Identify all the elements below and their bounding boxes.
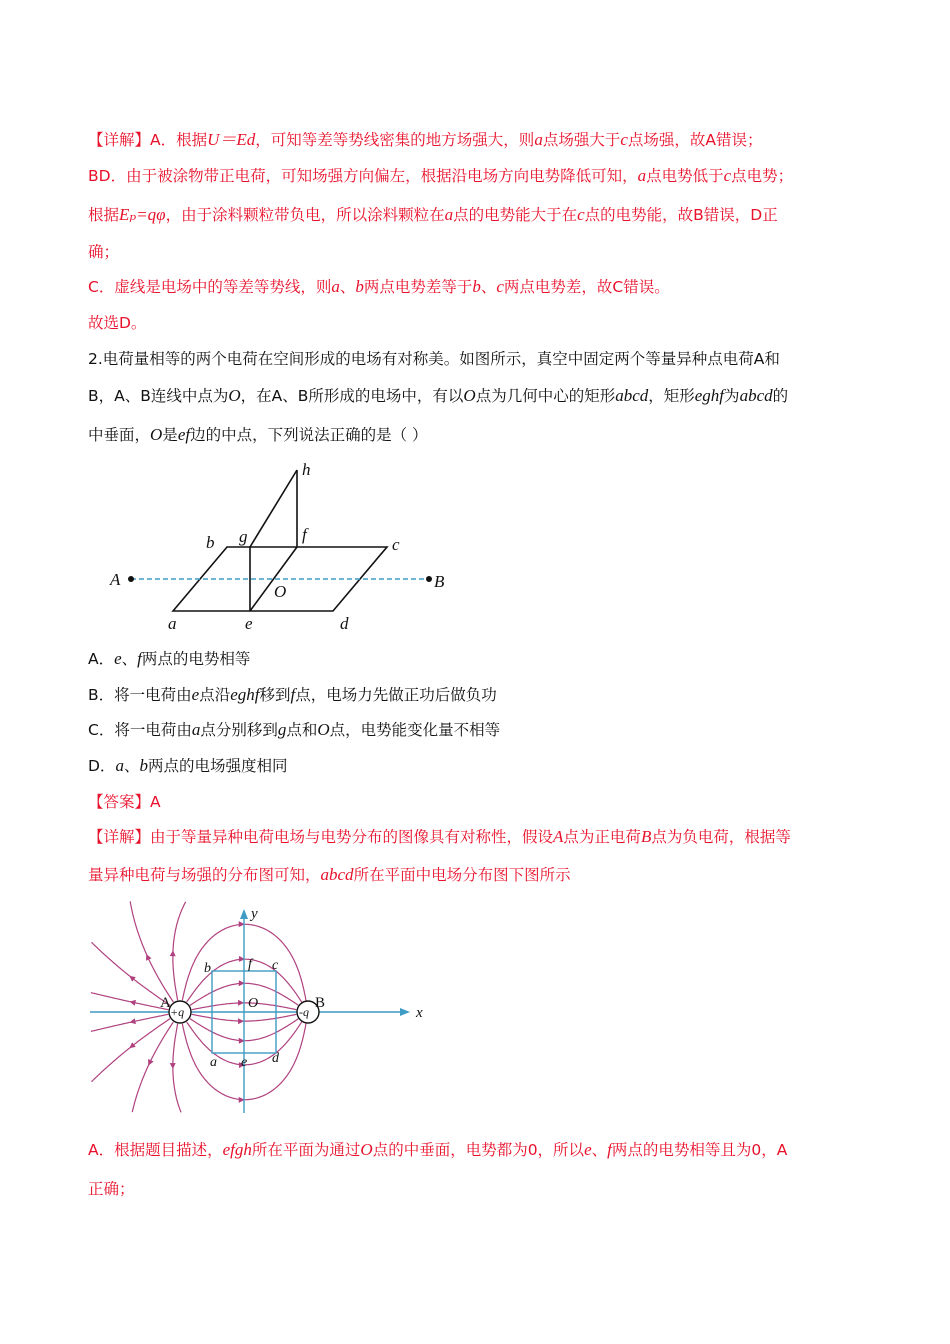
var: eghf — [230, 685, 260, 704]
var: e — [584, 1140, 592, 1159]
var: a — [637, 166, 647, 185]
var: c — [620, 130, 628, 149]
conclusion-line-1 — [88, 1139, 787, 1161]
charge-B-dot — [426, 576, 432, 582]
detail-tag: 【详解】 — [88, 131, 151, 149]
text: 所在平面为通过 — [251, 1141, 361, 1159]
var: O — [463, 386, 476, 405]
var: f — [290, 685, 296, 704]
var: b — [355, 277, 364, 296]
var: a — [191, 720, 201, 739]
text: 、 — [123, 757, 140, 775]
label-f: f — [302, 525, 307, 544]
text: 点分别移到 — [200, 721, 278, 739]
text: 中垂面， — [88, 426, 151, 444]
label-x: x — [416, 1005, 423, 1021]
text: 两点的电场强度相同 — [147, 757, 288, 775]
label-h: h — [302, 460, 311, 479]
var: b — [139, 756, 148, 775]
label-minus-q: -q — [299, 1005, 309, 1019]
label-B: B — [315, 995, 326, 1011]
var: e — [114, 649, 122, 668]
text: A．根据题目描述， — [88, 1141, 223, 1159]
label-a: a — [168, 614, 177, 633]
prev-solution-line-4: 确； — [88, 243, 120, 261]
var: a — [444, 205, 454, 224]
text: 、 — [591, 1141, 608, 1159]
var: abcd — [320, 865, 354, 884]
field-line — [173, 1024, 181, 1113]
detail-tag: 【详解】 — [88, 828, 151, 846]
label-a: a — [210, 1055, 217, 1070]
formula: U＝Ed — [207, 130, 256, 149]
var: abcd — [615, 386, 649, 405]
text: 边的中点，下列说法正确的是（ ） — [190, 426, 428, 444]
text: 量异种电荷与场强的分布图可知， — [88, 866, 321, 884]
option-A — [88, 648, 250, 670]
field-line-arrow — [238, 1000, 244, 1006]
label-A: A — [110, 570, 121, 589]
var: a — [534, 130, 543, 149]
charge-A-dot — [128, 576, 134, 582]
text: 是 — [162, 426, 178, 444]
field-line — [91, 993, 168, 1010]
label-y: y — [251, 906, 258, 922]
var: eghf — [694, 386, 725, 405]
label-c: c — [392, 535, 400, 554]
text: 点沿 — [199, 686, 231, 704]
field-line — [130, 901, 173, 1002]
var: f — [137, 649, 142, 668]
field-line-arrow — [130, 1000, 137, 1006]
text: ，在A、B所形成的电场中，有以 — [240, 387, 464, 405]
text: D． — [88, 757, 116, 775]
prev-solution-line-1 — [88, 129, 762, 151]
var: O — [317, 720, 330, 739]
text: ，矩形 — [648, 387, 695, 405]
question-line-3 — [88, 424, 428, 446]
field-line-arrow — [170, 950, 176, 956]
text: 点为负电荷，根据等 — [651, 828, 791, 846]
text: C．将一电荷由 — [88, 721, 192, 739]
text: B．将一电荷由 — [88, 686, 192, 704]
text: C．虚线是电场中的等差等势线，则 — [88, 278, 332, 296]
text: 两点电势差等于 — [363, 278, 473, 296]
formula: Eₚ=qφ — [119, 205, 166, 224]
x-axis-arrow — [400, 1008, 410, 1016]
text: 点，电势能变化量不相等 — [329, 721, 501, 739]
y-axis-arrow — [240, 909, 248, 919]
var: B — [640, 827, 652, 846]
text: 点场强大于 — [542, 131, 621, 149]
detail-line-1 — [88, 826, 791, 848]
var: g — [277, 720, 287, 739]
text: 的 — [772, 387, 789, 405]
text: 移到 — [259, 686, 291, 704]
text: 两点的电势相等 — [141, 650, 251, 668]
text: 点的电势能大于在 — [453, 206, 578, 224]
text: 点为正电荷 — [563, 828, 641, 846]
var: a — [331, 277, 340, 296]
var: abcd — [739, 386, 773, 405]
question-line-1: 2.电荷量相等的两个电荷在空间形成的电场有对称美。如图所示，真空中固定两个等量异种点电荷A和 — [88, 350, 780, 368]
label-O: O — [274, 582, 287, 601]
field-line-arrow — [170, 1063, 176, 1069]
text: 所在平面中电场分布图下图所示 — [353, 866, 571, 884]
text: 、 — [121, 650, 138, 668]
text: 两点电势差，故C错误。 — [503, 278, 670, 296]
field-line-arrow — [238, 1018, 244, 1024]
var: a — [115, 756, 124, 775]
var: efgh — [222, 1140, 252, 1159]
option-B — [88, 684, 497, 706]
text: B，A、B连线中点为 — [88, 387, 229, 405]
var: O — [360, 1140, 373, 1159]
text: 点电势低于 — [646, 167, 724, 185]
text: ，可知等差等势线密集的地方场强大，则 — [255, 131, 535, 149]
text: 由于等量异种电荷电场与电势分布的图像具有对称性，假设 — [150, 828, 554, 846]
text: A． — [88, 650, 115, 668]
option-D — [88, 755, 287, 777]
text: BD．由于被涂物带正电荷，可知场强方向偏左，根据沿电场方向电势降低可知， — [88, 167, 638, 185]
text: ，由于涂料颗粒带负电，所以涂料颗粒在 — [165, 206, 445, 224]
text: 点电势； — [731, 167, 794, 185]
field-line-arrow — [129, 976, 136, 982]
var: c — [723, 166, 732, 185]
var: O — [228, 386, 241, 405]
option-C — [88, 719, 500, 741]
label-plus-q: +q — [170, 1005, 185, 1019]
text: 点的中垂面，电势都为0，所以 — [372, 1141, 585, 1159]
text: 、 — [480, 278, 497, 296]
var: c — [496, 277, 504, 296]
conclusion-line-2: 正确； — [88, 1180, 135, 1198]
label-B: B — [434, 572, 445, 591]
answer: 【答案】A — [88, 793, 161, 811]
text: 根据 — [88, 206, 120, 224]
text: 点为几何中心的矩形 — [475, 387, 616, 405]
prev-solution-line-2 — [88, 165, 793, 187]
text: 、 — [339, 278, 356, 296]
var: ef — [177, 425, 191, 444]
label-d: d — [340, 614, 349, 633]
label-b: b — [206, 533, 215, 552]
var: c — [577, 205, 585, 224]
field-line — [132, 1022, 173, 1112]
field-lines-group — [91, 901, 306, 1112]
field-line — [173, 902, 186, 1000]
field-line-arrow — [129, 1042, 136, 1048]
var: f — [607, 1140, 612, 1159]
text: 点和 — [286, 721, 318, 739]
text: 点场强，故A错误； — [627, 131, 763, 149]
text: A．根据 — [150, 131, 208, 149]
label-A: A — [160, 995, 171, 1011]
edge-gh — [250, 470, 297, 547]
text: 两点的电势相等且为0，A — [611, 1141, 788, 1159]
prev-solution-line-6: 故选D。 — [88, 314, 147, 332]
prev-solution-line-5 — [88, 276, 670, 298]
figure-rectangle-diagram — [100, 455, 460, 635]
detail-line-2 — [88, 864, 571, 886]
edge-ef — [250, 547, 297, 611]
text: 点，电场力先做正功后做负功 — [295, 686, 497, 704]
figure-field-lines — [88, 900, 438, 1115]
label-e: e — [245, 614, 253, 633]
text: 点的电势能，故B错误，D正 — [584, 206, 778, 224]
field-line-arrow — [130, 1018, 137, 1024]
label-f: f — [248, 957, 252, 972]
label-b: b — [204, 961, 211, 976]
label-e: e — [241, 1055, 248, 1070]
label-g: g — [239, 527, 248, 546]
var: b — [472, 277, 481, 296]
label-d: d — [272, 1051, 279, 1066]
label-c: c — [272, 958, 279, 973]
question-line-2 — [88, 385, 788, 407]
text: 为 — [724, 387, 740, 405]
label-O: O — [248, 996, 259, 1011]
var: A — [553, 827, 564, 846]
var: e — [191, 685, 200, 704]
var: O — [150, 425, 163, 444]
prev-solution-line-3 — [88, 204, 778, 226]
field-line — [91, 1014, 168, 1031]
